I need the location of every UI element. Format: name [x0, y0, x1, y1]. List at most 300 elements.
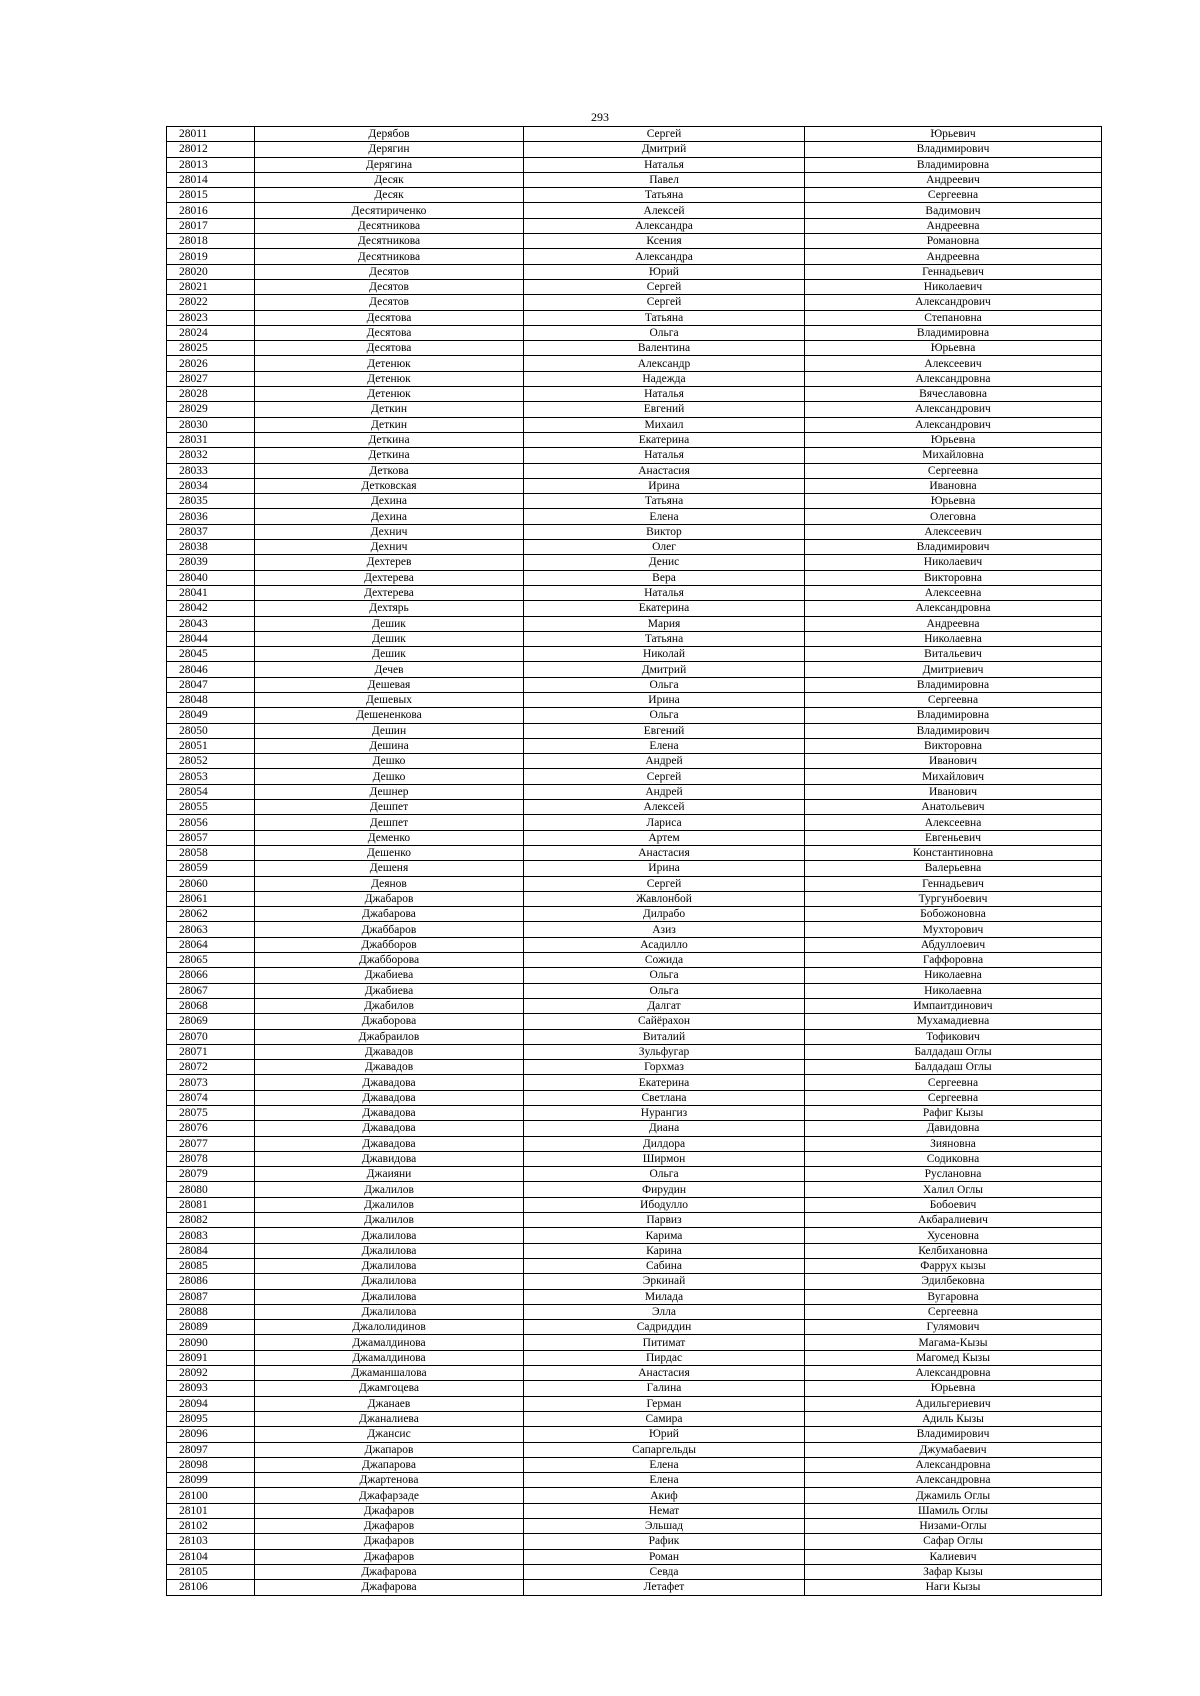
table-row	[167, 1442, 1102, 1457]
record-number: 28061	[167, 891, 255, 906]
surname: Джансис	[255, 1427, 524, 1442]
first-name: Мария	[524, 616, 805, 631]
record-number: 28057	[167, 830, 255, 845]
first-name: Анастасия	[524, 845, 805, 860]
surname: Дерягина	[255, 157, 524, 172]
record-number: 28075	[167, 1106, 255, 1121]
table-row	[167, 127, 1102, 142]
record-number: 28072	[167, 1060, 255, 1075]
surname: Деткина	[255, 448, 524, 463]
record-number: 28032	[167, 448, 255, 463]
first-name: Немат	[524, 1503, 805, 1518]
table-row	[167, 754, 1102, 769]
table-row	[167, 142, 1102, 157]
surname: Джаманшалова	[255, 1366, 524, 1381]
first-name: Ольга	[524, 708, 805, 723]
record-number: 28062	[167, 907, 255, 922]
table-row	[167, 1457, 1102, 1472]
patronymic: Николаевич	[805, 555, 1102, 570]
record-number: 28071	[167, 1044, 255, 1059]
record-number: 28059	[167, 861, 255, 876]
record-number: 28020	[167, 264, 255, 279]
first-name: Ирина	[524, 861, 805, 876]
surname: Десятов	[255, 264, 524, 279]
surname: Дехтерева	[255, 585, 524, 600]
table-row	[167, 524, 1102, 539]
table-row	[167, 1274, 1102, 1289]
first-name: Ирина	[524, 692, 805, 707]
surname: Деткин	[255, 402, 524, 417]
patronymic: Олеговна	[805, 509, 1102, 524]
first-name: Ирина	[524, 478, 805, 493]
table-row	[167, 830, 1102, 845]
first-name: Екатерина	[524, 432, 805, 447]
record-number: 28058	[167, 845, 255, 860]
first-name: Эльшад	[524, 1519, 805, 1534]
record-number: 28017	[167, 218, 255, 233]
surname: Десятова	[255, 341, 524, 356]
first-name: Ширмон	[524, 1151, 805, 1166]
patronymic: Джумабаевич	[805, 1442, 1102, 1457]
surname: Детенюк	[255, 356, 524, 371]
patronymic: Адильгериевич	[805, 1396, 1102, 1411]
surname: Джабборова	[255, 953, 524, 968]
surname: Дешко	[255, 754, 524, 769]
table-row	[167, 1534, 1102, 1549]
table-row	[167, 371, 1102, 386]
surname: Джамалдинова	[255, 1350, 524, 1365]
first-name: Дмитрий	[524, 662, 805, 677]
record-number: 28019	[167, 249, 255, 264]
patronymic: Магомед Кызы	[805, 1350, 1102, 1365]
first-name: Сайёрахон	[524, 1014, 805, 1029]
patronymic: Юрьевна	[805, 432, 1102, 447]
first-name: Елена	[524, 1473, 805, 1488]
table-row	[167, 1228, 1102, 1243]
record-number: 28026	[167, 356, 255, 371]
table-row	[167, 1503, 1102, 1518]
record-number: 28104	[167, 1549, 255, 1564]
patronymic: Халил Оглы	[805, 1182, 1102, 1197]
table-row	[167, 784, 1102, 799]
first-name: Рафик	[524, 1534, 805, 1549]
first-name: Дмитрий	[524, 142, 805, 157]
patronymic: Хусеновна	[805, 1228, 1102, 1243]
record-number: 28052	[167, 754, 255, 769]
surname: Дечев	[255, 662, 524, 677]
patronymic: Зияновна	[805, 1136, 1102, 1151]
record-number: 28100	[167, 1488, 255, 1503]
record-number: 28082	[167, 1213, 255, 1228]
surname: Дехтерева	[255, 570, 524, 585]
patronymic: Рафиг Кызы	[805, 1106, 1102, 1121]
table-row	[167, 1090, 1102, 1105]
table-row	[167, 1519, 1102, 1534]
first-name: Эркинай	[524, 1274, 805, 1289]
surname: Джафарова	[255, 1580, 524, 1595]
record-number: 28064	[167, 937, 255, 952]
record-number: 28050	[167, 723, 255, 738]
first-name: Надежда	[524, 371, 805, 386]
first-name: Андрей	[524, 754, 805, 769]
record-number: 28076	[167, 1121, 255, 1136]
first-name: Сергей	[524, 127, 805, 142]
table-row	[167, 540, 1102, 555]
patronymic: Геннадьевич	[805, 264, 1102, 279]
first-name: Сергей	[524, 279, 805, 294]
table-row	[167, 647, 1102, 662]
record-number: 28065	[167, 953, 255, 968]
patronymic: Романовна	[805, 234, 1102, 249]
table-row	[167, 800, 1102, 815]
surname: Десятов	[255, 295, 524, 310]
record-number: 28049	[167, 708, 255, 723]
first-name: Ольга	[524, 677, 805, 692]
surname: Джалолидинов	[255, 1320, 524, 1335]
record-number: 28101	[167, 1503, 255, 1518]
patronymic: Юрьевна	[805, 1381, 1102, 1396]
first-name: Александра	[524, 249, 805, 264]
record-number: 28096	[167, 1427, 255, 1442]
first-name: Екатерина	[524, 601, 805, 616]
surname: Джаборова	[255, 1014, 524, 1029]
surname: Дешенко	[255, 845, 524, 860]
record-number: 28069	[167, 1014, 255, 1029]
first-name: Вера	[524, 570, 805, 585]
table-row	[167, 494, 1102, 509]
surname: Джамалдинова	[255, 1335, 524, 1350]
surname: Джартенова	[255, 1473, 524, 1488]
first-name: Алексей	[524, 800, 805, 815]
first-name: Анастасия	[524, 463, 805, 478]
first-name: Зульфугар	[524, 1044, 805, 1059]
surname: Джабраилов	[255, 1029, 524, 1044]
patronymic: Сафар Оглы	[805, 1534, 1102, 1549]
patronymic: Мухамадиевна	[805, 1014, 1102, 1029]
surname: Детенюк	[255, 387, 524, 402]
patronymic: Андреевна	[805, 616, 1102, 631]
patronymic: Николаевна	[805, 631, 1102, 646]
table-row	[167, 1488, 1102, 1503]
surname: Дешеня	[255, 861, 524, 876]
table-row	[167, 998, 1102, 1013]
surname: Дешин	[255, 723, 524, 738]
first-name: Азиз	[524, 922, 805, 937]
patronymic: Николаевна	[805, 968, 1102, 983]
patronymic: Валерьевна	[805, 861, 1102, 876]
table-row	[167, 279, 1102, 294]
first-name: Роман	[524, 1549, 805, 1564]
surname: Дерягин	[255, 142, 524, 157]
record-number: 28070	[167, 1029, 255, 1044]
first-name: Садриддин	[524, 1320, 805, 1335]
record-number: 28012	[167, 142, 255, 157]
table-row	[167, 1350, 1102, 1365]
patronymic: Александровна	[805, 371, 1102, 386]
patronymic: Калиевич	[805, 1549, 1102, 1564]
table-row	[167, 616, 1102, 631]
first-name: Татьяна	[524, 188, 805, 203]
record-number: 28053	[167, 769, 255, 784]
surname: Детенюк	[255, 371, 524, 386]
table-row	[167, 815, 1102, 830]
patronymic: Сергеевна	[805, 1304, 1102, 1319]
table-row	[167, 1136, 1102, 1151]
patronymic: Мухторович	[805, 922, 1102, 937]
surname: Дехина	[255, 494, 524, 509]
surname: Джафарова	[255, 1564, 524, 1579]
table-row	[167, 1304, 1102, 1319]
surname: Дешененкова	[255, 708, 524, 723]
table-row	[167, 1121, 1102, 1136]
record-number: 28045	[167, 647, 255, 662]
surname: Джабаров	[255, 891, 524, 906]
record-number: 28066	[167, 968, 255, 983]
surname: Джабиева	[255, 968, 524, 983]
record-number: 28088	[167, 1304, 255, 1319]
first-name: Виталий	[524, 1029, 805, 1044]
first-name: Летафет	[524, 1580, 805, 1595]
patronymic: Андреевна	[805, 218, 1102, 233]
record-number: 28094	[167, 1396, 255, 1411]
surname: Джавадова	[255, 1136, 524, 1151]
first-name: Самира	[524, 1411, 805, 1426]
first-name: Евгений	[524, 402, 805, 417]
table-row	[167, 1427, 1102, 1442]
patronymic: Александровна	[805, 601, 1102, 616]
patronymic: Николаевич	[805, 279, 1102, 294]
table-row	[167, 417, 1102, 432]
patronymic: Импаитдинович	[805, 998, 1102, 1013]
first-name: Севда	[524, 1564, 805, 1579]
table-row	[167, 218, 1102, 233]
table-row	[167, 172, 1102, 187]
record-number: 28091	[167, 1350, 255, 1365]
patronymic: Владимирович	[805, 723, 1102, 738]
record-number: 28016	[167, 203, 255, 218]
table-row	[167, 922, 1102, 937]
record-number: 28029	[167, 402, 255, 417]
table-row	[167, 570, 1102, 585]
table-row	[167, 448, 1102, 463]
table-row	[167, 478, 1102, 493]
names-table	[166, 126, 1102, 1596]
table-row	[167, 1549, 1102, 1564]
patronymic: Алексеевич	[805, 356, 1102, 371]
first-name: Герман	[524, 1396, 805, 1411]
patronymic: Михайлович	[805, 769, 1102, 784]
record-number: 28085	[167, 1258, 255, 1273]
record-number: 28046	[167, 662, 255, 677]
first-name: Элла	[524, 1304, 805, 1319]
patronymic: Руслановна	[805, 1167, 1102, 1182]
first-name: Сабина	[524, 1258, 805, 1273]
first-name: Артем	[524, 830, 805, 845]
surname: Джаияни	[255, 1167, 524, 1182]
first-name: Николай	[524, 647, 805, 662]
table-row	[167, 402, 1102, 417]
patronymic: Низами-Оглы	[805, 1519, 1102, 1534]
first-name: Горхмаз	[524, 1060, 805, 1075]
first-name: Сожида	[524, 953, 805, 968]
record-number: 28048	[167, 692, 255, 707]
patronymic: Юрьевич	[805, 127, 1102, 142]
record-number: 28042	[167, 601, 255, 616]
patronymic: Вячеславовна	[805, 387, 1102, 402]
patronymic: Николаевна	[805, 983, 1102, 998]
patronymic: Сергеевна	[805, 188, 1102, 203]
first-name: Александра	[524, 218, 805, 233]
table-row	[167, 937, 1102, 952]
first-name: Карина	[524, 1243, 805, 1258]
table-row	[167, 1473, 1102, 1488]
surname: Джафаров	[255, 1503, 524, 1518]
table-row	[167, 662, 1102, 677]
surname: Джаббаров	[255, 922, 524, 937]
surname: Детковская	[255, 478, 524, 493]
surname: Джафаров	[255, 1534, 524, 1549]
first-name: Асадилло	[524, 937, 805, 952]
surname: Дешевых	[255, 692, 524, 707]
table-row	[167, 234, 1102, 249]
surname: Дешпет	[255, 815, 524, 830]
record-number: 28051	[167, 738, 255, 753]
surname: Дехтерев	[255, 555, 524, 570]
record-number: 28039	[167, 555, 255, 570]
surname: Дешина	[255, 738, 524, 753]
first-name: Ксения	[524, 234, 805, 249]
record-number: 28054	[167, 784, 255, 799]
record-number: 28018	[167, 234, 255, 249]
table-row	[167, 1381, 1102, 1396]
table-row	[167, 1243, 1102, 1258]
first-name: Сергей	[524, 876, 805, 891]
surname: Джамгоцева	[255, 1381, 524, 1396]
first-name: Сапаргельды	[524, 1442, 805, 1457]
patronymic: Андреевна	[805, 249, 1102, 264]
table-row	[167, 585, 1102, 600]
record-number: 28033	[167, 463, 255, 478]
record-number: 28073	[167, 1075, 255, 1090]
first-name: Дилрабо	[524, 907, 805, 922]
surname: Деткин	[255, 417, 524, 432]
table-row	[167, 891, 1102, 906]
first-name: Парвиз	[524, 1213, 805, 1228]
patronymic: Адиль Кызы	[805, 1411, 1102, 1426]
surname: Десятникова	[255, 218, 524, 233]
first-name: Пирдас	[524, 1350, 805, 1365]
first-name: Диана	[524, 1121, 805, 1136]
record-number: 28095	[167, 1411, 255, 1426]
record-number: 28030	[167, 417, 255, 432]
table-row	[167, 1044, 1102, 1059]
table-row	[167, 708, 1102, 723]
patronymic: Келбихановна	[805, 1243, 1102, 1258]
surname: Джафарзаде	[255, 1488, 524, 1503]
patronymic: Владимирович	[805, 142, 1102, 157]
record-number: 28098	[167, 1457, 255, 1472]
patronymic: Содиковна	[805, 1151, 1102, 1166]
first-name: Ольга	[524, 1167, 805, 1182]
patronymic: Владимировна	[805, 708, 1102, 723]
patronymic: Фаррух кызы	[805, 1258, 1102, 1273]
table-row	[167, 1320, 1102, 1335]
first-name: Фирудин	[524, 1182, 805, 1197]
record-number: 28078	[167, 1151, 255, 1166]
patronymic: Гаффоровна	[805, 953, 1102, 968]
table-row	[167, 157, 1102, 172]
first-name: Жавлонбой	[524, 891, 805, 906]
surname: Джабиева	[255, 983, 524, 998]
surname: Дешко	[255, 769, 524, 784]
surname: Джавидова	[255, 1151, 524, 1166]
record-number: 28041	[167, 585, 255, 600]
record-number: 28036	[167, 509, 255, 524]
record-number: 28080	[167, 1182, 255, 1197]
table-row	[167, 601, 1102, 616]
surname: Джалилова	[255, 1243, 524, 1258]
patronymic: Тургунбоевич	[805, 891, 1102, 906]
table-row	[167, 1366, 1102, 1381]
surname: Деткина	[255, 432, 524, 447]
patronymic: Алексеевич	[805, 524, 1102, 539]
first-name: Питимат	[524, 1335, 805, 1350]
patronymic: Александрович	[805, 417, 1102, 432]
table-row	[167, 325, 1102, 340]
first-name: Андрей	[524, 784, 805, 799]
table-row	[167, 983, 1102, 998]
first-name: Елена	[524, 738, 805, 753]
first-name: Татьяна	[524, 310, 805, 325]
patronymic: Геннадьевич	[805, 876, 1102, 891]
patronymic: Алексеевна	[805, 815, 1102, 830]
surname: Десяк	[255, 172, 524, 187]
record-number: 28024	[167, 325, 255, 340]
surname: Джавадова	[255, 1090, 524, 1105]
record-number: 28103	[167, 1534, 255, 1549]
surname: Десятириченко	[255, 203, 524, 218]
record-number: 28083	[167, 1228, 255, 1243]
table-row	[167, 876, 1102, 891]
surname: Деменко	[255, 830, 524, 845]
record-number: 28099	[167, 1473, 255, 1488]
first-name: Екатерина	[524, 1075, 805, 1090]
record-number: 28077	[167, 1136, 255, 1151]
table-row	[167, 387, 1102, 402]
record-number: 28044	[167, 631, 255, 646]
record-number: 28068	[167, 998, 255, 1013]
record-number: 28055	[167, 800, 255, 815]
record-number: 28105	[167, 1564, 255, 1579]
patronymic: Иванович	[805, 784, 1102, 799]
table-row	[167, 310, 1102, 325]
surname: Джавадов	[255, 1060, 524, 1075]
surname: Десятова	[255, 325, 524, 340]
patronymic: Шамиль Оглы	[805, 1503, 1102, 1518]
patronymic: Зафар Кызы	[805, 1564, 1102, 1579]
table-row	[167, 723, 1102, 738]
first-name: Ольга	[524, 968, 805, 983]
patronymic: Бобоевич	[805, 1197, 1102, 1212]
surname: Деткова	[255, 463, 524, 478]
table-row	[167, 631, 1102, 646]
table-row	[167, 861, 1102, 876]
surname: Джафаров	[255, 1549, 524, 1564]
surname: Десятова	[255, 310, 524, 325]
first-name: Милада	[524, 1289, 805, 1304]
first-name: Сергей	[524, 295, 805, 310]
surname: Десятов	[255, 279, 524, 294]
